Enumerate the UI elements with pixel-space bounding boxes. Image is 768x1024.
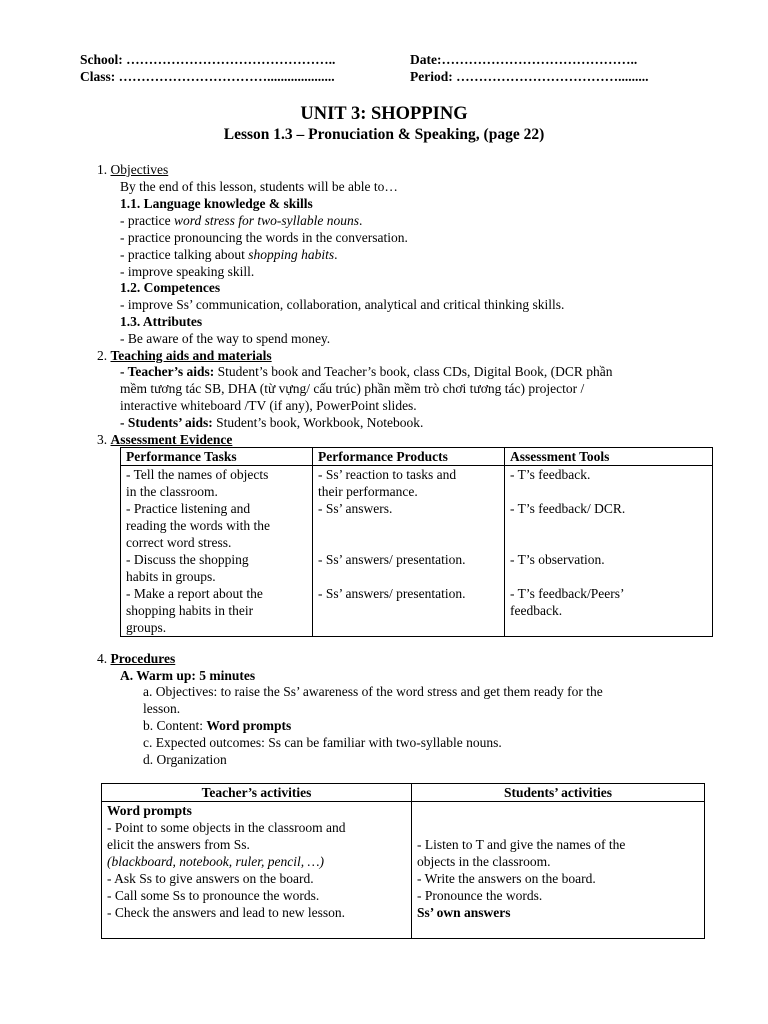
assessment-tools-cell: - T’s feedback. - T’s feedback/ DCR. - T’s observation. - T’s feedback/Peers’ feedback.: [505, 466, 713, 637]
table-row: [102, 802, 705, 939]
date-line: [410, 52, 637, 68]
period-line: [410, 69, 649, 85]
activities-table: [101, 783, 705, 939]
aids-heading: [97, 347, 272, 364]
table-header-row: [121, 448, 713, 466]
teacher-aids-cont: mềm tương tác SB, DHA (từ vựng/ cấu trúc) phần mềm trò chơi tương tác) projector /: [120, 381, 585, 396]
subheading-competences: 1.2. Competences: [120, 280, 221, 295]
section-title: Teaching aids and materials: [110, 348, 272, 363]
date-label: Date:: [410, 52, 442, 67]
section-number: 4.: [97, 651, 108, 666]
objectives-intro: By the end of this lesson, students will be able to…: [120, 179, 398, 194]
table-row: [121, 466, 713, 637]
section-number: 3.: [97, 432, 108, 447]
teacher-activities-cell: Word prompts - Point to some objects in the classroom and elicit the answers from Ss. (blackboard, notebook, ruler, pencil, …) - Ask Ss to give answers on the board. - Call some Ss to pronounce the words. - Check the answers and lead to new lesson.: [102, 802, 412, 939]
objective-item: - practice talking about shopping habits.: [120, 247, 338, 262]
table-header: Teacher’s activities: [102, 784, 412, 802]
objective-item: - improve Ss’ communication, collaboration, analytical and critical thinking skills.: [120, 297, 565, 312]
table-header: Performance Tasks: [121, 448, 313, 466]
procedures-heading: [97, 650, 175, 667]
school-label: School:: [80, 52, 123, 67]
table-header: Performance Products: [313, 448, 505, 466]
performance-tasks-cell: - Tell the names of objects in the classroom. - Practice listening and reading the words with the correct word stress. - Discuss the shopping habits in groups. - Make a report about the shopping habits in their groups.: [121, 466, 313, 637]
teacher-aids: - Teacher’s aids: Student’s book and Teacher’s book, class CDs, Digital Book, (DCR phần: [120, 364, 613, 379]
teacher-aids-cont: interactive whiteboard /TV (if any), PowerPoint slides.: [120, 398, 417, 413]
period-value: ……………………………….........: [456, 69, 649, 84]
date-value: ……………………………………..: [441, 52, 638, 67]
page-title: UNIT 3: SHOPPING: [300, 104, 468, 124]
section-title: Assessment Evidence: [110, 432, 233, 447]
procedure-item: a. Objectives: to raise the Ss’ awareness of the word stress and get them ready for the: [143, 684, 603, 699]
objective-item: - practice pronouncing the words in the conversation.: [120, 230, 408, 245]
procedure-item: d. Organization: [143, 752, 227, 767]
section-title: Procedures: [110, 651, 176, 666]
page-subtitle: Lesson 1.3 – Pronuciation & Speaking, (page 22): [223, 126, 545, 143]
table-header: Assessment Tools: [505, 448, 713, 466]
objective-item: - Be aware of the way to spend money.: [120, 331, 331, 346]
period-label: Period:: [410, 69, 453, 84]
performance-products-cell: - Ss’ reaction to tasks and their performance. - Ss’ answers. - Ss’ answers/ presentation. - Ss’ answers/ presentation.: [313, 466, 505, 637]
section-title: Objectives: [110, 162, 169, 177]
subheading-attributes: 1.3. Attributes: [120, 314, 203, 329]
school-line: [80, 52, 335, 68]
objective-item: - improve speaking skill.: [120, 264, 255, 279]
section-number: 2.: [97, 348, 108, 363]
procedure-item: c. Expected outcomes: Ss can be familiar with two-syllable nouns.: [143, 735, 502, 750]
class-label: Class:: [80, 69, 116, 84]
objective-item: - practice word stress for two-syllable nouns.: [120, 213, 363, 228]
objectives-heading: [97, 161, 168, 178]
subheading-language: 1.1. Language knowledge & skills: [120, 196, 313, 211]
class-value: ……………………………....................: [118, 69, 335, 84]
school-value: ………………………………………..: [126, 52, 336, 67]
table-header: Students’ activities: [412, 784, 705, 802]
table-header-row: [102, 784, 705, 802]
students-activities-cell: - Listen to T and give the names of the objects in the classroom. - Write the answers on the board. - Pronounce the words. Ss’ own answers: [412, 802, 705, 939]
assessment-heading: [97, 431, 232, 448]
procedure-item: lesson.: [143, 701, 181, 716]
warmup-heading: A. Warm up: 5 minutes: [120, 668, 256, 683]
assessment-table: [120, 447, 713, 637]
procedure-item: b. Content: Word prompts: [143, 718, 292, 733]
class-line: [80, 69, 335, 85]
student-aids: - Students’ aids: Student’s book, Workbook, Notebook.: [120, 415, 424, 430]
section-number: 1.: [97, 162, 108, 177]
